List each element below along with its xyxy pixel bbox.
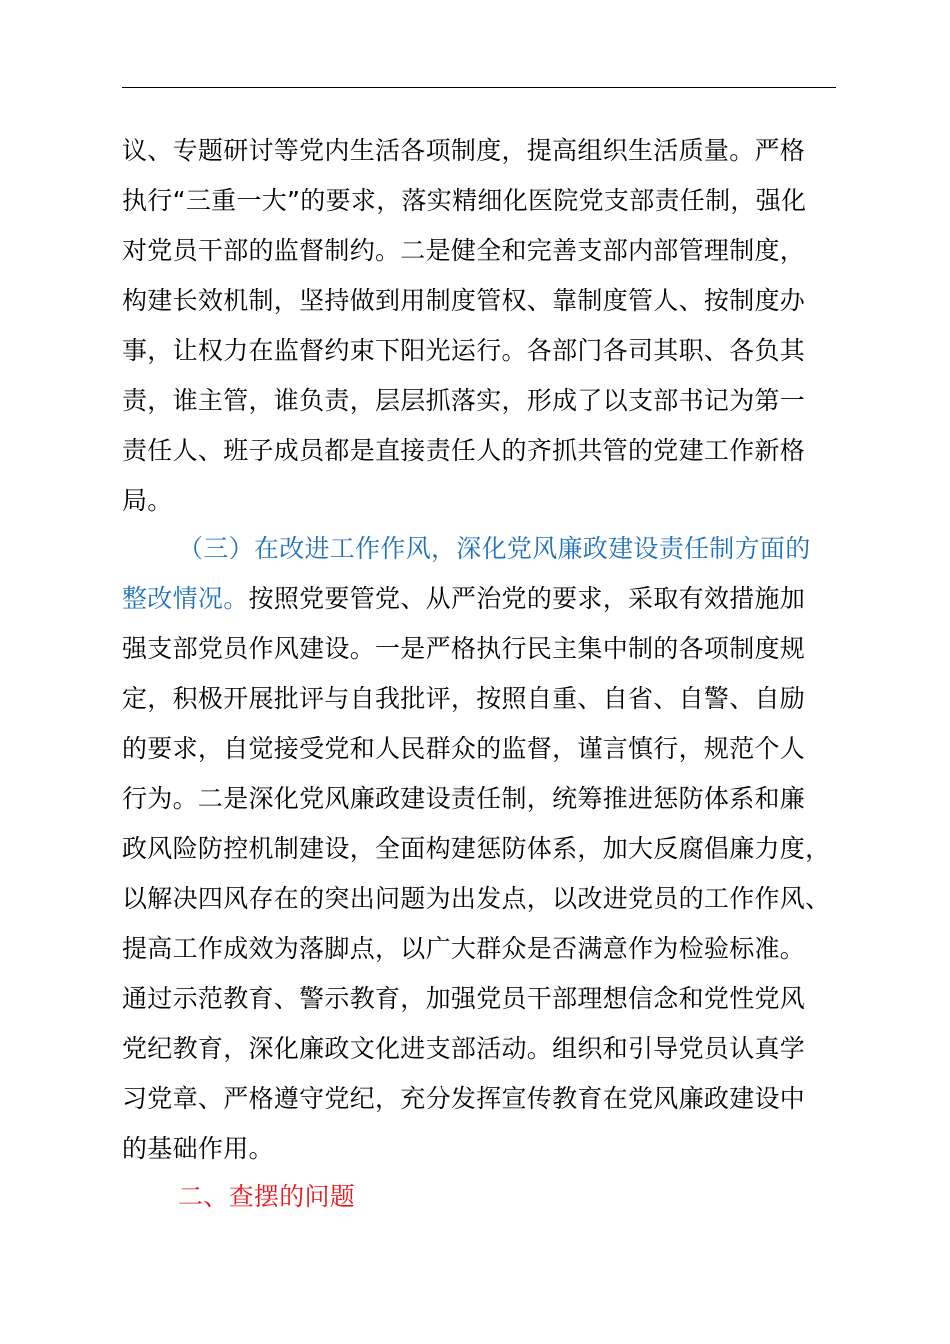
body-line: 责，谁主管，谁负责，层层抓落实，形成了以支部书记为第一 (122, 386, 806, 415)
body-line: 事，让权力在监督约束下阳光运行。各部门各司其职、各负其 (122, 336, 806, 365)
body-line: 党纪教育，深化廉政文化进支部活动。组织和引导党员认真学 (122, 1034, 806, 1063)
section3-line2-text: 按照党要管党、从严治党的要求，采取有效措施加 (248, 584, 806, 613)
body-line: 强支部党员作风建设。一是严格执行民主集中制的各项制度规 (122, 634, 806, 663)
body-line: 对党员干部的监督制约。二是健全和完善支部内部管理制度， (122, 236, 806, 265)
body-line: 提高工作成效为落脚点，以广大群众是否满意作为检验标准。 (122, 934, 806, 963)
body-line: 构建长效机制，坚持做到用制度管权、靠制度管人、按制度办 (122, 286, 806, 315)
body-line: 执行“三重一大”的要求，落实精细化医院党支部责任制，强化 (122, 186, 807, 215)
header-rule (122, 87, 836, 88)
body-line: 责任人、班子成员都是直接责任人的齐抓共管的党建工作新格 (122, 436, 806, 465)
body-line: 政风险防控机制建设，全面构建惩防体系，加大反腐倡廉力度， (122, 834, 831, 863)
body-line: 通过示范教育、警示教育，加强党员干部理想信念和党性党风 (122, 984, 806, 1013)
section3-heading-end: 整改情况。 (122, 584, 249, 613)
body-line: 行为。二是深化党风廉政建设责任制，统筹推进惩防体系和廉 (122, 784, 806, 813)
body-line: 习党章、严格遵守党纪，充分发挥宣传教育在党风廉政建设中 (122, 1084, 806, 1113)
section3-heading-line2 (122, 584, 842, 614)
section-two-heading: 二、查摆的问题 (178, 1182, 356, 1211)
section3-heading: （三）在改进工作作风，深化党风廉政建设责任制方面的 (178, 534, 811, 563)
body-line: 的要求，自觉接受党和人民群众的监督，谨言慎行，规范个人 (122, 734, 806, 763)
body-line: 议、专题研讨等党内生活各项制度，提高组织生活质量。严格 (122, 136, 806, 165)
body-line: 局。 (122, 486, 173, 515)
body-line: 定，积极开展批评与自我批评，按照自重、自省、自警、自励 (122, 684, 806, 713)
body-line: 的基础作用。 (122, 1134, 274, 1163)
body-line: 以解决四风存在的突出问题为出发点，以改进党员的工作作风、 (122, 884, 831, 913)
